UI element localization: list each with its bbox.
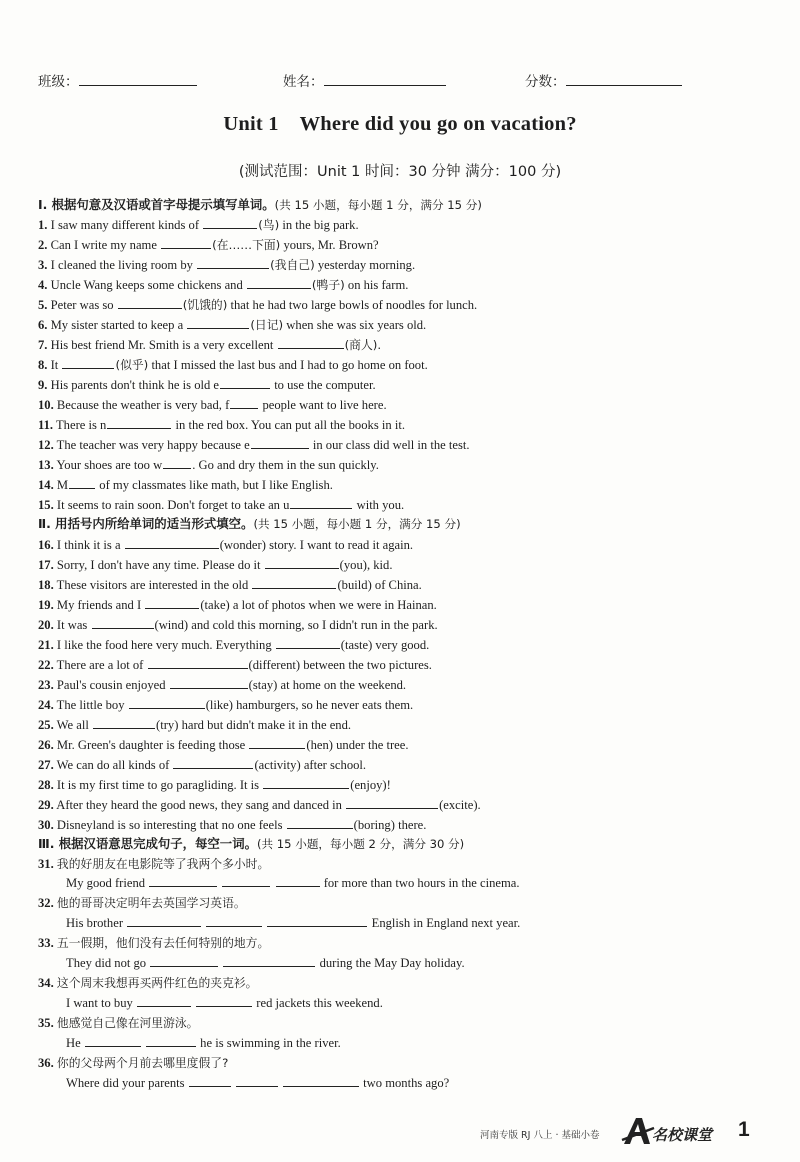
answer-blank[interactable] — [173, 757, 253, 769]
question-35-english — [66, 1035, 341, 1051]
question-text: yours, Mr. Brown? — [283, 238, 379, 252]
question-text: Where did your parents — [66, 1076, 185, 1090]
answer-blank[interactable] — [149, 875, 217, 887]
question-number: 24. — [38, 698, 54, 712]
answer-blank[interactable] — [118, 297, 182, 309]
question-text: between the two pictures. — [303, 658, 432, 672]
question-text: after school. — [303, 758, 367, 772]
question-20 — [38, 617, 780, 633]
section-3-note: (共 15 小题，每小题 2 分，满分 30 分) — [256, 837, 465, 851]
hint: (wonder) — [219, 538, 266, 552]
question-text: for more than two hours in the cinema. — [323, 876, 520, 890]
question-text: Your shoes are too w — [56, 458, 163, 472]
hint: (stay) — [248, 678, 278, 692]
section-2-heading — [38, 516, 461, 532]
hint: (wind) — [154, 618, 189, 632]
question-text: Sorry, I don't have any time. Please do it — [56, 558, 261, 572]
question-text: It seems to rain soon. Don't forget to take an u — [56, 498, 290, 512]
question-number: 2. — [38, 238, 48, 252]
question-number: 19. — [38, 598, 54, 612]
answer-blank[interactable] — [220, 377, 270, 389]
question-2 — [38, 237, 780, 253]
brand-logo-icon — [620, 1114, 720, 1148]
question-number: 31. — [38, 857, 54, 871]
hint: (在……下面) — [212, 238, 281, 252]
question-text: The teacher was very happy because e — [56, 438, 250, 452]
question-text: and cold this morning, so I didn't run in the park. — [191, 618, 438, 632]
question-number: 28. — [38, 778, 54, 792]
answer-blank[interactable] — [69, 477, 95, 489]
hint: (商人). — [344, 338, 382, 352]
question-number: 6. — [38, 318, 48, 332]
question-text: to use the computer. — [274, 378, 376, 392]
chinese-prompt: 你的父母两个月前去哪里度假了? — [56, 1056, 229, 1070]
question-text: hamburgers, so he never eats them. — [236, 698, 414, 712]
hint: (我自己) — [270, 258, 315, 272]
question-12 — [38, 437, 780, 453]
question-25 — [38, 717, 780, 733]
hint: (activity) — [254, 758, 301, 772]
question-number: 25. — [38, 718, 54, 732]
question-text: two months ago? — [363, 1076, 450, 1090]
question-16 — [38, 537, 780, 553]
question-text: people want to live here. — [262, 398, 387, 412]
answer-blank[interactable] — [107, 417, 171, 429]
class-field — [38, 70, 197, 90]
score-field — [525, 70, 682, 90]
answer-blank[interactable] — [170, 677, 248, 689]
answer-blank[interactable] — [187, 317, 249, 329]
question-text: The little boy — [56, 698, 125, 712]
question-number: 5. — [38, 298, 48, 312]
question-text: I like the food here very much. Everything — [56, 638, 272, 652]
brand-name: 名校课堂 — [652, 1126, 713, 1144]
question-text: he is swimming in the river. — [200, 1036, 341, 1050]
answer-blank[interactable] — [263, 777, 349, 789]
question-text: Can I write my name — [50, 238, 157, 252]
question-31-english — [66, 875, 520, 891]
question-text: Because the weather is very bad, f — [56, 398, 230, 412]
question-number: 26. — [38, 738, 54, 752]
question-text: . Go and dry them in the sun quickly. — [192, 458, 379, 472]
answer-blank[interactable] — [189, 1075, 231, 1087]
question-text: English in England next year. — [371, 916, 521, 930]
question-text: Mr. Green's daughter is feeding those — [56, 738, 246, 752]
question-text: After they heard the good news, they sang and danced in — [56, 798, 342, 812]
answer-blank[interactable] — [276, 637, 340, 649]
section-2-note: (共 15 小题，每小题 1 分，满分 15 分) — [253, 517, 461, 531]
question-number: 16. — [38, 538, 54, 552]
question-18 — [38, 577, 780, 593]
hint: (different) — [248, 658, 301, 672]
answer-blank[interactable] — [276, 875, 320, 887]
answer-blank[interactable] — [287, 817, 353, 829]
question-33-english — [66, 955, 465, 971]
answer-blank[interactable] — [251, 437, 309, 449]
question-text: yesterday morning. — [317, 258, 416, 272]
question-text: We can do all kinds of — [56, 758, 170, 772]
question-text: in the big park. — [282, 218, 359, 232]
question-number: 10. — [38, 398, 54, 412]
question-number: 12. — [38, 438, 54, 452]
question-number: 35. — [38, 1016, 54, 1030]
score-label: 分数： — [525, 74, 566, 90]
question-text: Uncle Wang keeps some chickens and — [50, 278, 243, 292]
class-label: 班级： — [38, 74, 79, 90]
answer-blank[interactable] — [290, 497, 352, 509]
section-3-title: Ⅲ. 根据汉语意思完成句子，每空一词。 — [38, 836, 257, 851]
section-1-heading — [38, 197, 482, 213]
question-text: a lot of photos when we were in Hainan. — [232, 598, 437, 612]
question-8 — [38, 357, 780, 373]
question-text: My friends and I — [56, 598, 142, 612]
answer-blank[interactable] — [125, 537, 219, 549]
answer-blank[interactable] — [196, 995, 252, 1007]
student-info-row — [38, 70, 800, 90]
section-1-note: (共 15 小题，每小题 1 分，满分 15 分) — [274, 198, 482, 212]
answer-blank[interactable] — [137, 995, 191, 1007]
answer-blank[interactable] — [146, 1035, 196, 1047]
question-31 — [38, 856, 780, 872]
question-number: 8. — [38, 358, 48, 372]
question-text: I think it is a — [56, 538, 121, 552]
question-number: 3. — [38, 258, 48, 272]
question-number: 18. — [38, 578, 54, 592]
question-3 — [38, 257, 780, 273]
question-6 — [38, 317, 780, 333]
question-number: 11. — [38, 418, 54, 432]
question-text: in the red box. You can put all the books in it. — [175, 418, 405, 432]
question-text: M — [56, 478, 69, 492]
question-10 — [38, 397, 780, 413]
answer-blank[interactable] — [267, 915, 367, 927]
question-number: 36. — [38, 1056, 54, 1070]
question-text: on his farm. — [347, 278, 409, 292]
answer-blank[interactable] — [148, 657, 248, 669]
answer-blank[interactable] — [92, 617, 154, 629]
question-36-english — [66, 1075, 449, 1091]
question-number: 7. — [38, 338, 48, 352]
question-text: It was — [56, 618, 88, 632]
question-32 — [38, 895, 780, 911]
score-blank[interactable] — [566, 72, 682, 86]
question-text: hard but didn't make it in the end. — [181, 718, 352, 732]
question-text: There are a lot of — [56, 658, 144, 672]
question-33 — [38, 935, 780, 951]
question-text: I want to buy — [66, 996, 133, 1010]
question-number: 34. — [38, 976, 54, 990]
question-number: 23. — [38, 678, 54, 692]
answer-blank[interactable] — [85, 1035, 141, 1047]
answer-blank[interactable] — [252, 577, 336, 589]
answer-blank[interactable] — [161, 237, 211, 249]
question-text: Paul's cousin enjoyed — [56, 678, 166, 692]
question-36 — [38, 1055, 780, 1071]
question-text: I cleaned the living room by — [50, 258, 193, 272]
question-number: 20. — [38, 618, 54, 632]
question-text: in our class did well in the test. — [312, 438, 470, 452]
answer-blank[interactable] — [206, 915, 262, 927]
answer-blank[interactable] — [145, 597, 199, 609]
answer-blank[interactable] — [62, 357, 114, 369]
question-14 — [38, 477, 780, 493]
answer-blank[interactable] — [230, 397, 258, 409]
answer-blank[interactable] — [278, 337, 344, 349]
question-29 — [38, 797, 780, 813]
hint: (日记) — [250, 318, 284, 332]
question-text: His best friend Mr. Smith is a very excellent — [50, 338, 274, 352]
edition-label: 河南专版 RJ 八上 · 基础小卷 — [480, 1130, 600, 1141]
brand-logo — [620, 1114, 720, 1148]
question-text: They did not go — [66, 956, 147, 970]
question-text: It is my first time to go paragliding. It is — [56, 778, 260, 792]
chinese-prompt: 我的好朋友在电影院等了我两个多小时。 — [56, 857, 270, 871]
question-4 — [38, 277, 780, 293]
question-text: with you. — [356, 498, 405, 512]
hint: (excite). — [439, 798, 481, 812]
question-text: of China. — [374, 578, 422, 592]
answer-blank[interactable] — [93, 717, 155, 729]
question-text: Disneyland is so interesting that no one feels — [56, 818, 283, 832]
question-15 — [38, 497, 780, 513]
hint: (build) — [337, 578, 372, 592]
section-1-title: Ⅰ. 根据句意及汉语或首字母提示填写单词。 — [38, 197, 275, 212]
hint: (boring) — [353, 818, 395, 832]
answer-blank[interactable] — [249, 737, 305, 749]
question-34-english — [66, 995, 383, 1011]
question-number: 32. — [38, 896, 54, 910]
question-30 — [38, 817, 780, 833]
question-21 — [38, 637, 780, 653]
answer-blank[interactable] — [265, 557, 339, 569]
hint: (enjoy)! — [350, 778, 391, 792]
hint: (try) — [156, 718, 179, 732]
hint: (似乎) — [115, 358, 149, 372]
question-32-english — [66, 915, 520, 931]
answer-blank[interactable] — [247, 277, 311, 289]
question-text: Peter was so — [50, 298, 114, 312]
question-text: It — [50, 358, 59, 372]
page-title: Unit 1 Where did you go on vacation? — [223, 113, 577, 135]
question-number: 30. — [38, 818, 54, 832]
question-number: 9. — [38, 378, 48, 392]
hint: (like) — [205, 698, 233, 712]
question-number: 14. — [38, 478, 54, 492]
question-number: 1. — [38, 218, 48, 232]
question-1 — [38, 217, 780, 233]
question-27 — [38, 757, 780, 773]
question-text: red jackets this weekend. — [256, 996, 383, 1010]
question-text: that he had two large bowls of noodles for lunch. — [230, 298, 478, 312]
chinese-prompt: 这个周末我想再买两件红色的夹克衫。 — [56, 976, 258, 990]
question-number: 29. — [38, 798, 54, 812]
question-28 — [38, 777, 780, 793]
question-text: He — [66, 1036, 81, 1050]
answer-blank[interactable] — [197, 257, 269, 269]
question-text: These visitors are interested in the old — [56, 578, 249, 592]
page-number: 1 — [738, 1118, 750, 1141]
question-text: there. — [398, 818, 427, 832]
question-text: of my classmates like math, but I like English. — [99, 478, 333, 492]
question-text: There is n — [55, 418, 107, 432]
question-number: 22. — [38, 658, 54, 672]
chinese-prompt: 五一假期，他们没有去任何特别的地方。 — [56, 936, 270, 950]
name-blank[interactable] — [324, 72, 446, 86]
question-23 — [38, 677, 780, 693]
question-34 — [38, 975, 780, 991]
question-9 — [38, 377, 780, 393]
question-text: We all — [56, 718, 89, 732]
page-subtitle: (测试范围：Unit 1 时间：30 分钟 满分：100 分) — [238, 164, 562, 180]
question-19 — [38, 597, 780, 613]
hint: (you), kid. — [339, 558, 393, 572]
answer-blank[interactable] — [283, 1075, 359, 1087]
class-blank[interactable] — [79, 72, 197, 86]
answer-blank[interactable] — [129, 697, 205, 709]
question-text: during the May Day holiday. — [319, 956, 465, 970]
answer-blank[interactable] — [236, 1075, 278, 1087]
name-field — [283, 70, 446, 90]
hint: (鸟) — [258, 218, 280, 232]
question-number: 17. — [38, 558, 54, 572]
answer-blank[interactable] — [150, 955, 218, 967]
answer-blank[interactable] — [203, 217, 257, 229]
question-text: story. I want to read it again. — [269, 538, 414, 552]
section-2-title: Ⅱ. 用括号内所给单词的适当形式填空。 — [38, 516, 254, 531]
question-number: 4. — [38, 278, 48, 292]
answer-blank[interactable] — [223, 955, 315, 967]
question-text: under the tree. — [336, 738, 409, 752]
question-number: 33. — [38, 936, 54, 950]
question-text: His parents don't think he is old e — [50, 378, 220, 392]
question-text: at home on the weekend. — [280, 678, 407, 692]
chinese-prompt: 他感觉自己像在河里游泳。 — [56, 1016, 199, 1030]
answer-blank[interactable] — [346, 797, 438, 809]
hint: (take) — [200, 598, 230, 612]
question-11 — [38, 417, 780, 433]
question-number: 13. — [38, 458, 54, 472]
answer-blank[interactable] — [222, 875, 270, 887]
question-text: My sister started to keep a — [50, 318, 184, 332]
question-text: very good. — [375, 638, 430, 652]
question-text: My good friend — [66, 876, 146, 890]
question-text: His brother — [66, 916, 124, 930]
question-17 — [38, 557, 780, 573]
question-13 — [38, 457, 780, 473]
answer-blank[interactable] — [127, 915, 201, 927]
chinese-prompt: 他的哥哥决定明年去英国学习英语。 — [56, 896, 246, 910]
section-3-heading — [38, 836, 464, 852]
question-number: 21. — [38, 638, 54, 652]
question-24 — [38, 697, 780, 713]
question-22 — [38, 657, 780, 673]
question-number: 15. — [38, 498, 54, 512]
question-26 — [38, 737, 780, 753]
question-text: that I missed the last bus and I had to go home on foot. — [151, 358, 428, 372]
question-5 — [38, 297, 780, 313]
question-35 — [38, 1015, 780, 1031]
question-number: 27. — [38, 758, 54, 772]
question-text: when she was six years old. — [286, 318, 427, 332]
hint: (taste) — [340, 638, 373, 652]
hint: (饥饿的) — [182, 298, 228, 312]
hint: (鸭子) — [311, 278, 345, 292]
hint: (hen) — [306, 738, 333, 752]
question-text: I saw many different kinds of — [50, 218, 200, 232]
question-7 — [38, 337, 780, 353]
name-label: 姓名： — [283, 74, 324, 90]
answer-blank[interactable] — [163, 457, 191, 469]
